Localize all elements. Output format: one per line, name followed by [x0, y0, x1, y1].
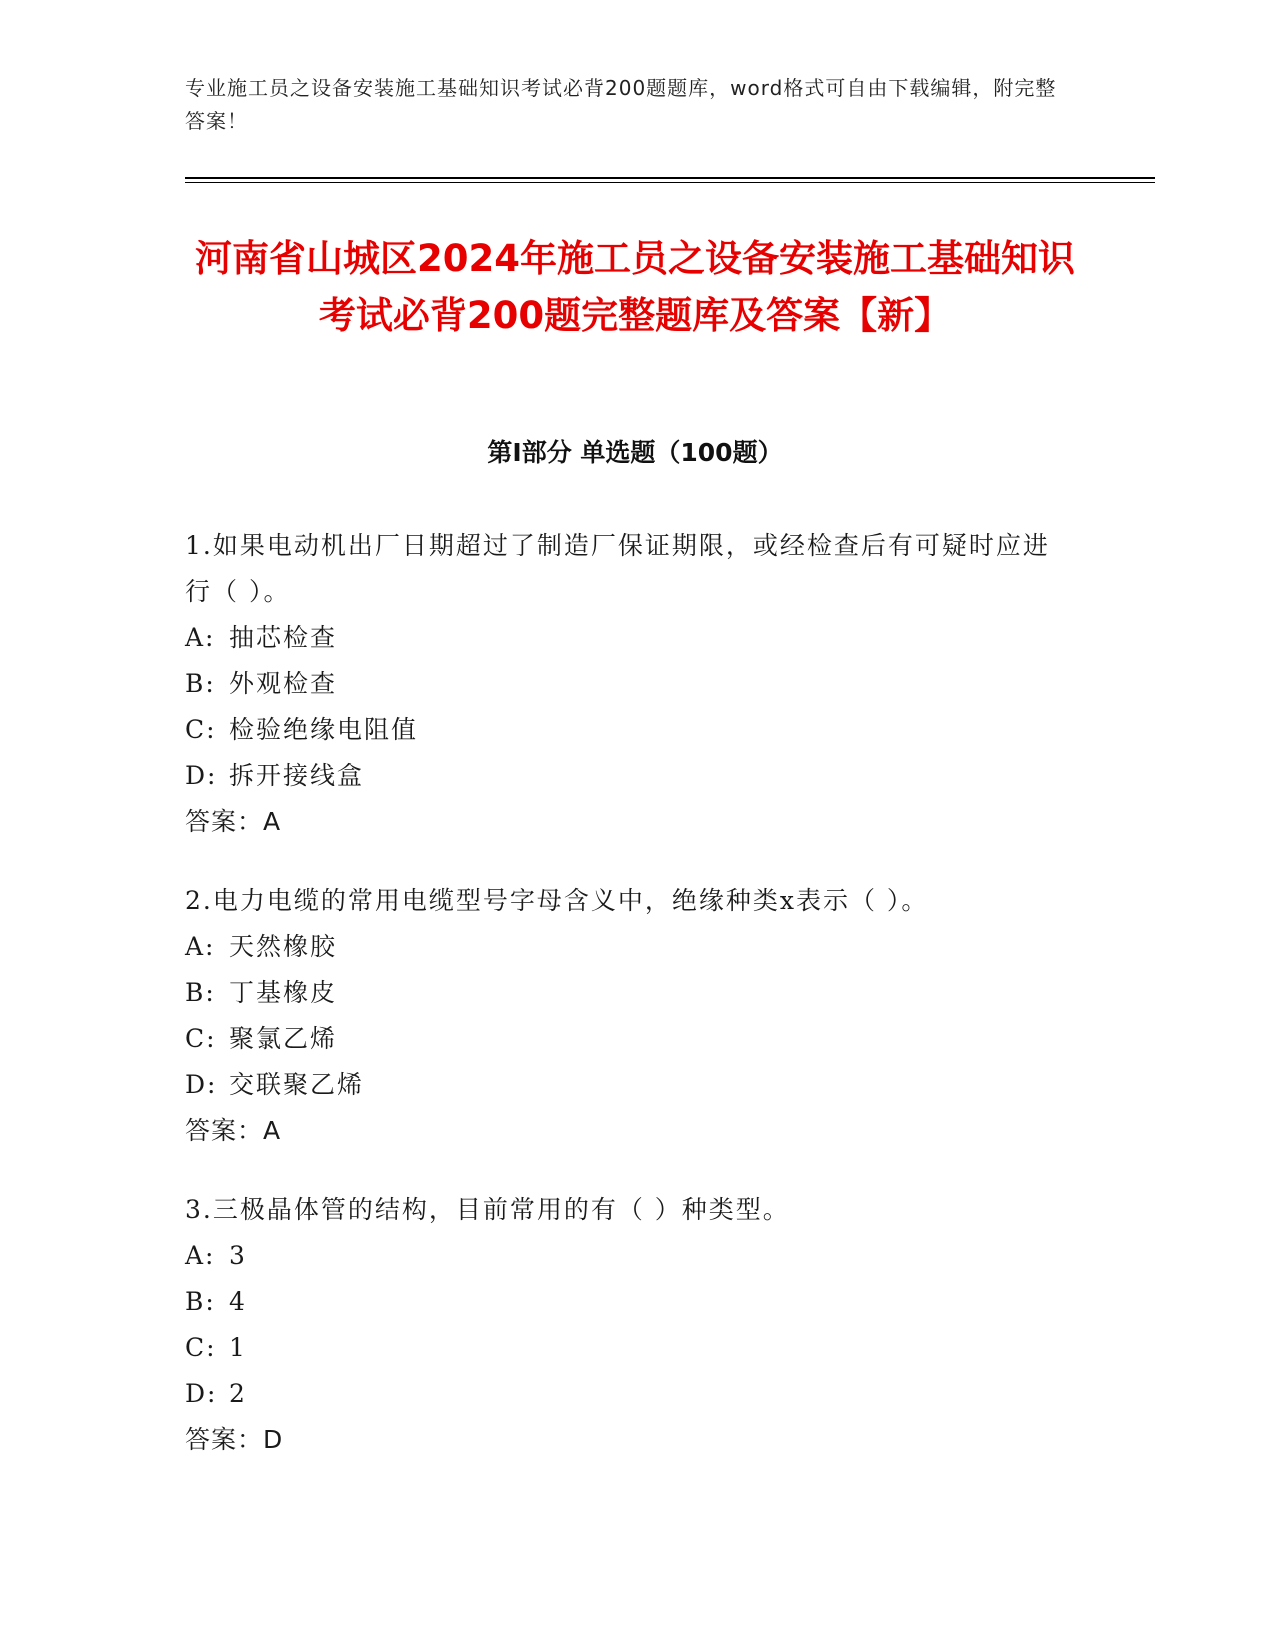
option-text: 丁基橡皮	[229, 978, 338, 1007]
option-text: 2	[229, 1379, 247, 1408]
option-text: 聚氯乙烯	[229, 1024, 338, 1053]
option-a	[185, 1233, 1065, 1279]
option-text: 3	[229, 1241, 247, 1270]
section-title: 第I部分 单选题（100题）	[487, 438, 783, 467]
question-3	[185, 1187, 1065, 1463]
option-key: D:	[185, 1070, 218, 1099]
option-text: 外观检查	[229, 669, 338, 698]
option-c	[185, 707, 1065, 753]
option-text: 拆开接线盒	[229, 761, 365, 790]
header-divider-thick	[185, 177, 1155, 179]
option-key: D:	[185, 761, 218, 790]
question-2	[185, 878, 1065, 1154]
option-text: 天然橡胶	[229, 932, 338, 961]
option-a	[185, 615, 1065, 661]
option-b	[185, 661, 1065, 707]
option-c	[185, 1016, 1065, 1062]
option-key: C:	[185, 1024, 217, 1053]
option-key: C:	[185, 1333, 217, 1362]
question-1	[185, 523, 1065, 845]
option-b	[185, 970, 1065, 1016]
option-a	[185, 924, 1065, 970]
header-divider-thin	[185, 182, 1155, 183]
answer: 答案：A	[185, 807, 282, 836]
option-key: A:	[185, 623, 216, 652]
answer: 答案：D	[185, 1425, 284, 1454]
question-stem: 3.三极晶体管的结构，目前常用的有（ ）种类型。	[185, 1195, 790, 1224]
option-text: 交联聚乙烯	[229, 1070, 365, 1099]
option-d	[185, 1062, 1065, 1108]
option-b	[185, 1279, 1065, 1325]
option-d	[185, 753, 1065, 799]
option-d	[185, 1371, 1065, 1417]
option-key: C:	[185, 715, 217, 744]
option-text: 4	[229, 1287, 247, 1316]
option-text: 抽芯检查	[229, 623, 338, 652]
option-key: B:	[185, 669, 216, 698]
option-key: A:	[185, 1241, 216, 1270]
option-key: B:	[185, 978, 216, 1007]
option-key: B:	[185, 1287, 216, 1316]
option-key: A:	[185, 932, 216, 961]
option-text: 1	[229, 1333, 247, 1362]
header-note: 专业施工员之设备安装施工基础知识考试必背200题题库，word格式可自由下载编辑，附完整答案！	[185, 76, 1057, 133]
document-title: 河南省山城区2024年施工员之设备安装施工基础知识考试必背200题完整题库及答案【新】	[195, 237, 1075, 337]
option-key: D:	[185, 1379, 218, 1408]
answer: 答案：A	[185, 1116, 282, 1145]
option-text: 检验绝缘电阻值	[229, 715, 419, 744]
question-stem: 2.电力电缆的常用电缆型号字母含义中，绝缘种类x表示（ ）。	[185, 886, 929, 915]
question-stem: 1.如果电动机出厂日期超过了制造厂保证期限，或经检查后有可疑时应进行（ ）。	[185, 531, 1050, 606]
option-c	[185, 1325, 1065, 1371]
